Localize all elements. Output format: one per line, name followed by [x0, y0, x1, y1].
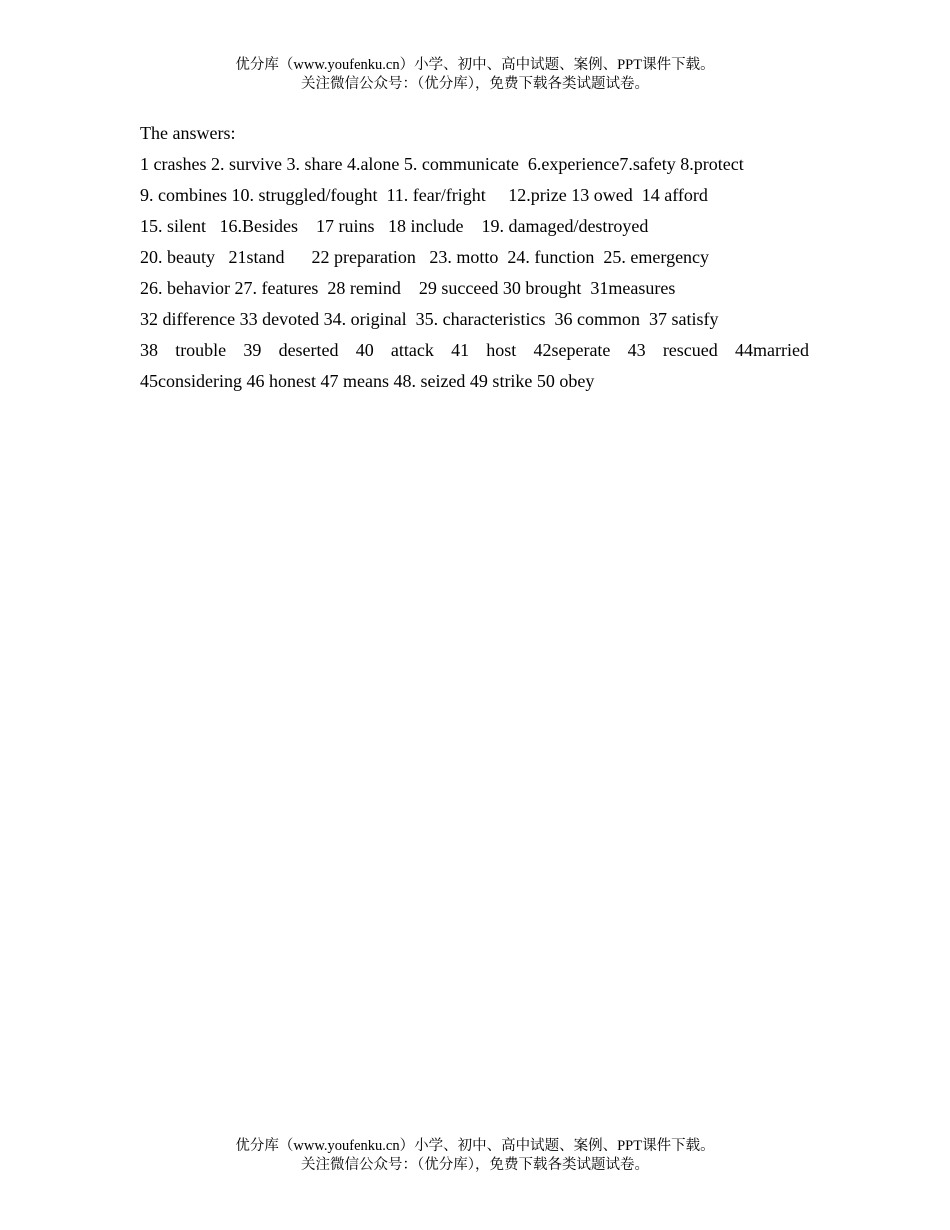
- answer-token: 40: [355, 340, 374, 360]
- header-line-2: 关注微信公众号：（优分库），免费下载各类试题试卷。: [301, 76, 649, 92]
- answer-token: rescued: [662, 340, 718, 360]
- answer-line-5: 26. behavior 27. features 28 remind 29 succeed 30 brought 31measures: [140, 278, 676, 298]
- answer-line-8: 45considering 46 honest 47 means 48. seized 49 strike 50 obey: [140, 371, 595, 391]
- answers-title: The answers:: [140, 123, 236, 143]
- answer-token: host: [486, 340, 517, 360]
- answer-token: 44married: [734, 340, 809, 360]
- answer-token: 43: [627, 340, 646, 360]
- header-line-1: 优分库（www.youfenku.cn）小学、初中、高中试题、案例、PPT课件下载。: [235, 57, 715, 73]
- answers-section: [140, 118, 820, 397]
- answer-line-3: 15. silent 16.Besides 17 ruins 18 include 19. damaged/destroyed: [140, 216, 649, 236]
- answer-token: 41: [451, 340, 470, 360]
- answer-token: deserted: [278, 340, 339, 360]
- footer-line-1: 优分库（www.youfenku.cn）小学、初中、高中试题、案例、PPT课件下载。: [235, 1138, 715, 1154]
- answer-token: 38: [140, 340, 158, 360]
- answer-line-6: 32 difference 33 devoted 34. original 35. characteristics 36 common 37 satisfy: [140, 309, 719, 329]
- answer-line-1: 1 crashes 2. survive 3. share 4.alone 5. communicate 6.experience7.safety 8.protect: [140, 154, 744, 174]
- answer-token: 39: [243, 340, 262, 360]
- answer-token: trouble: [175, 340, 227, 360]
- answer-line-4: 20. beauty 21stand 22 preparation 23. motto 24. function 25. emergency: [140, 247, 710, 267]
- answer-token: 42seperate: [533, 340, 611, 360]
- answer-token: attack: [390, 340, 434, 360]
- answer-line-2: 9. combines 10. struggled/fought 11. fear/fright 12.prize 13 owed 14 afford: [140, 185, 708, 205]
- answer-line-7: [140, 335, 809, 366]
- footer-line-2: 关注微信公众号：（优分库），免费下载各类试题试卷。: [301, 1157, 649, 1173]
- page-header: [0, 56, 950, 94]
- page-footer: [0, 1137, 950, 1175]
